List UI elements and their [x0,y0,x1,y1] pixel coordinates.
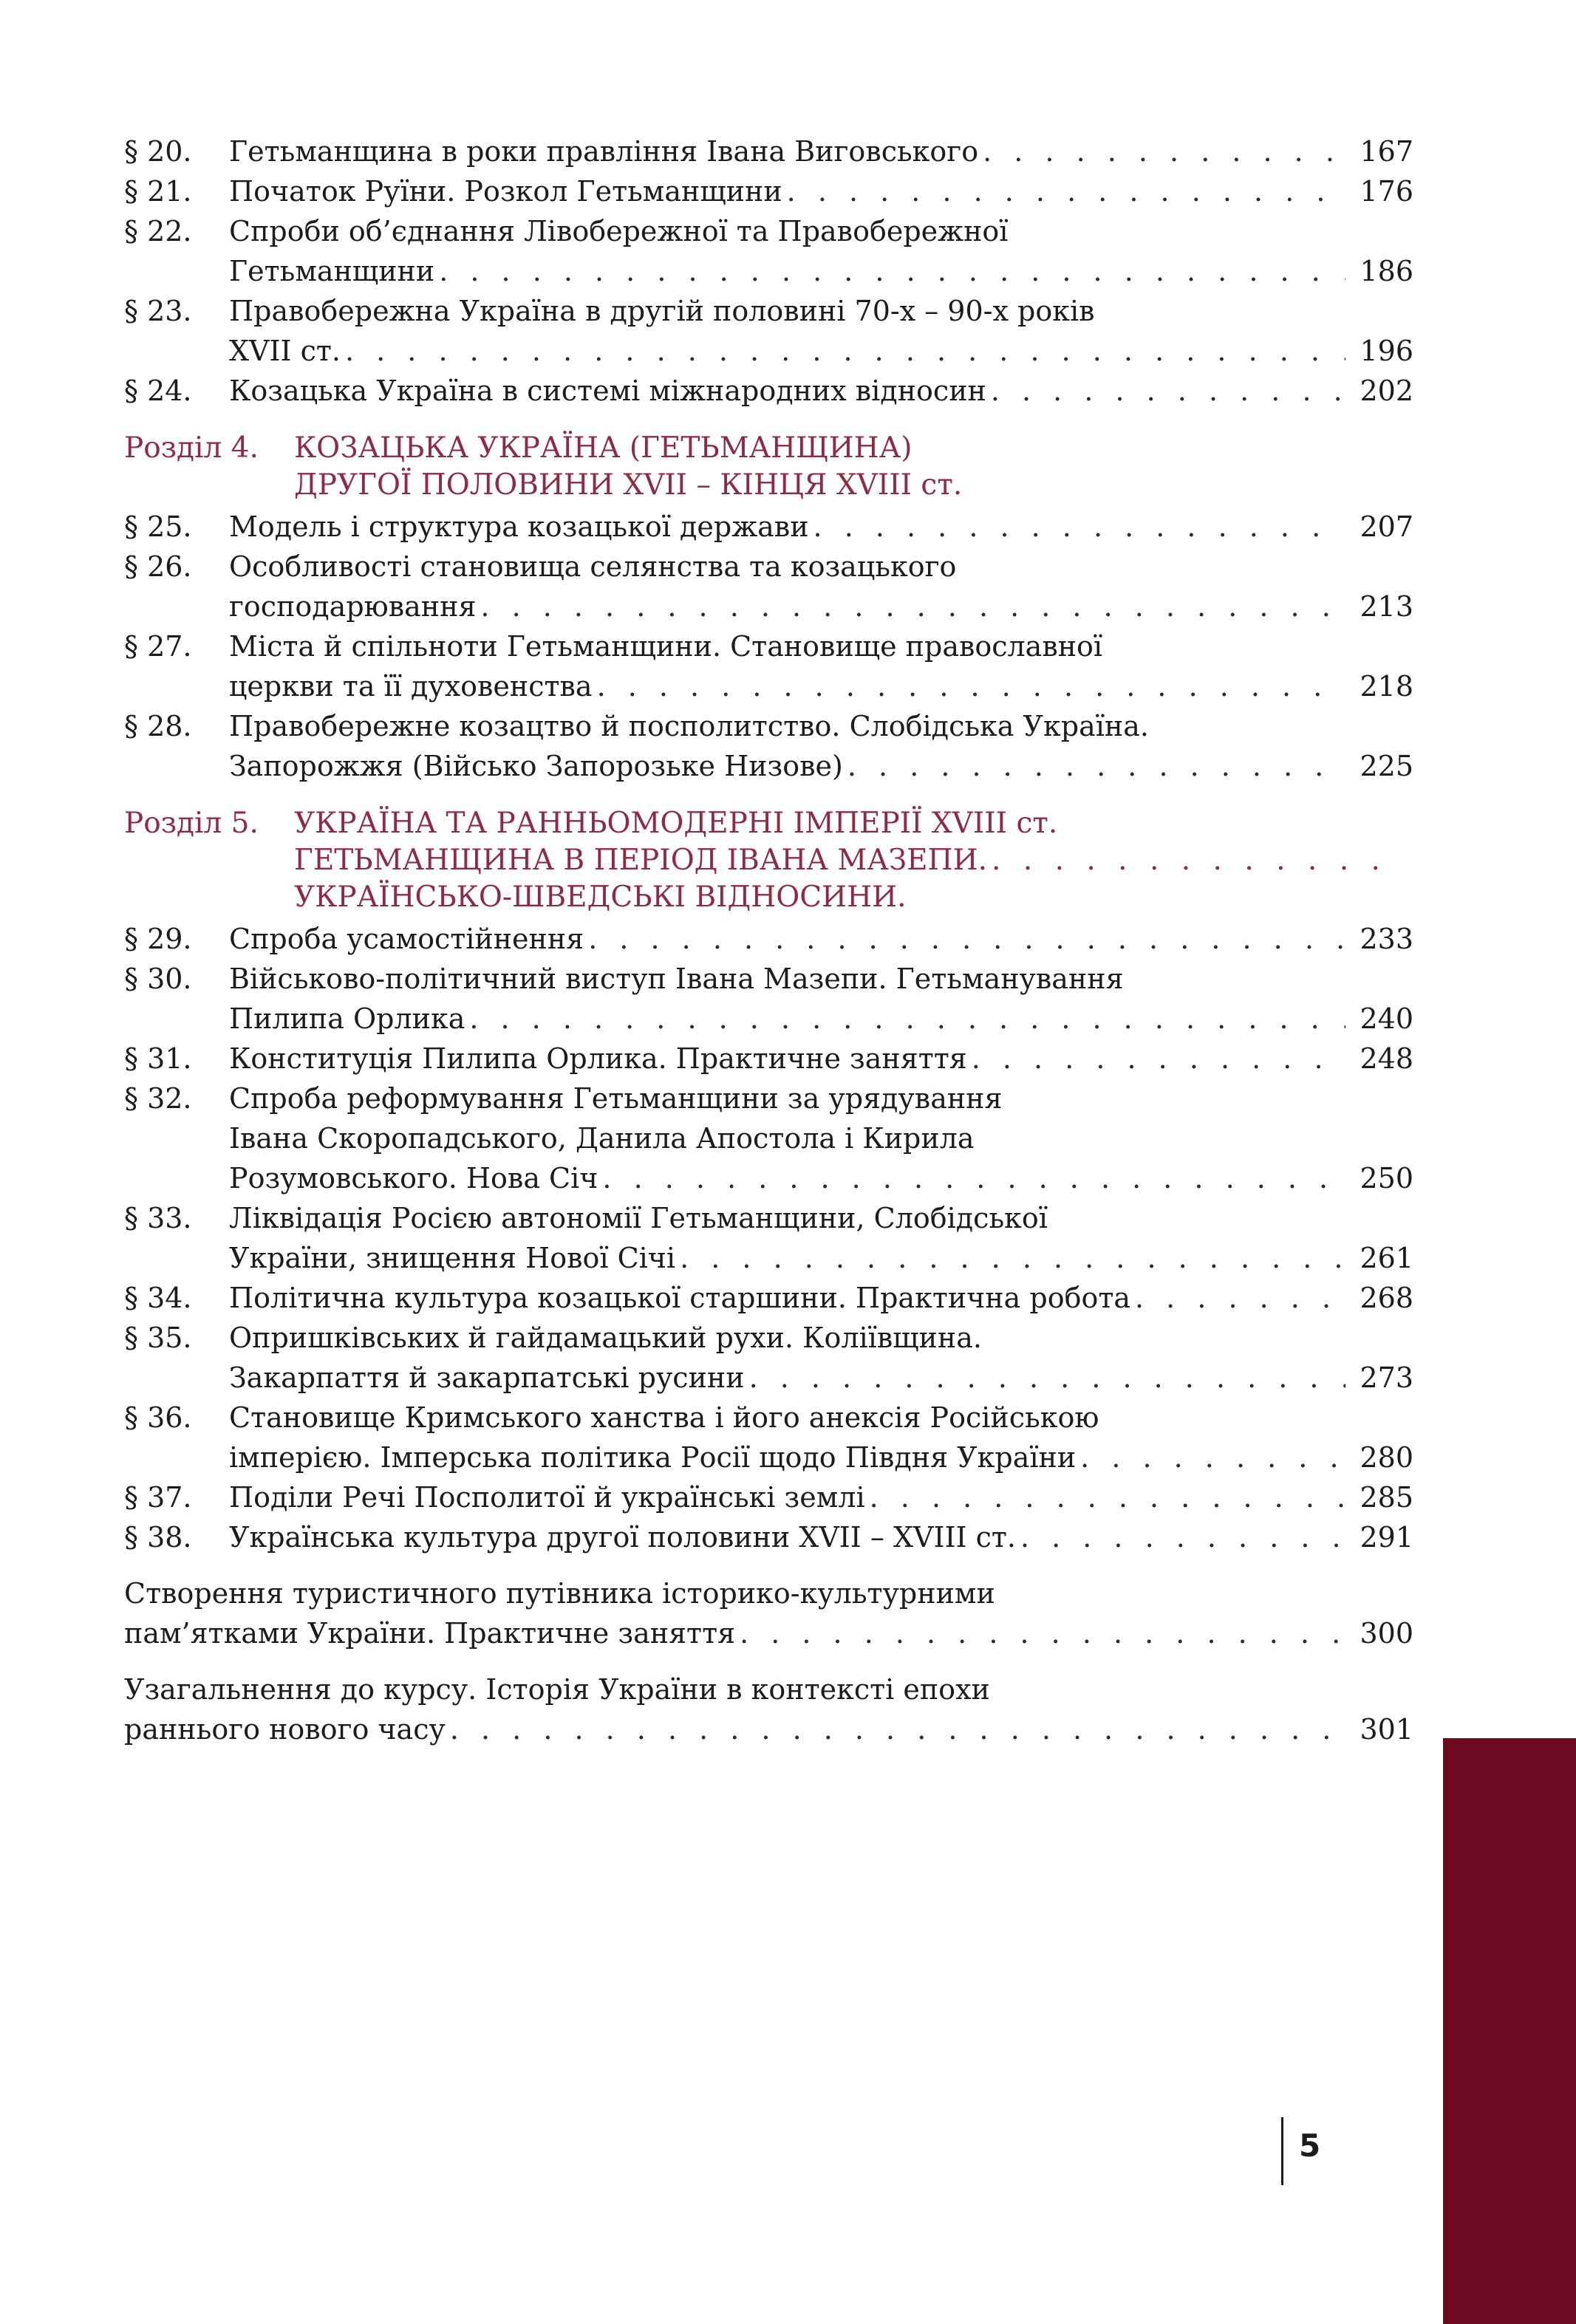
entry-title-line: Створення туристичного путівника історико-культурними [124,1577,995,1610]
leader-dots [588,919,1345,959]
entry-title-line: Спроби об’єднання Лівобережної та Правобережної [229,215,1009,247]
toc-entry [124,291,1413,371]
paragraph-number: § 31. [124,1042,192,1075]
section-4-title-line-1: КОЗАЦЬКА УКРАЇНА (ГЕТЬМАНЩИНА) [294,431,912,465]
paragraph-number: § 26. [124,550,192,583]
leader-dots [787,171,1345,211]
leader-dots [1020,1517,1345,1557]
section-5-title-line-3: УКРАЇНСЬКО-ШВЕДСЬКІ ВІДНОСИНИ. [294,881,907,914]
paragraph-number: § 35. [124,1322,192,1354]
leader-dots [469,999,1345,1039]
toc-entry [124,547,1413,626]
entry-title [229,1278,1413,1318]
paragraph-number: § 21. [124,175,192,208]
entry-title-line: Розумовського. Нова Січ [229,1162,598,1195]
entry-title-line: Закарпаття й закарпатські русини [229,1361,745,1394]
entry-title [124,1573,1413,1653]
leader-dots [972,1039,1345,1079]
page-ref: 301 [1360,1713,1413,1746]
page-ref: 248 [1360,1042,1413,1075]
paragraph-number: § 27. [124,630,192,663]
toc-entry [124,1573,1413,1653]
toc-entry [124,1398,1413,1477]
toc-entry [124,706,1413,786]
paragraph-number: § 25. [124,510,192,543]
entry-title-line: Початок Руїни. Розкол Гетьманщини [229,175,782,208]
leader-dots [992,842,1405,879]
entry-title-line: Пилипа Орлика [229,1002,465,1035]
page-ref: 186 [1360,255,1413,287]
section-4-heading [124,430,1413,504]
entry-title [229,371,1413,411]
entry-title [229,131,1413,171]
entry-title-line: Гетьманщина в роки правління Івана Виговського [229,135,979,168]
page-ref: 213 [1360,590,1413,623]
entry-title-line: раннього нового часу [124,1713,446,1746]
entry-title-line: Спроба реформування Гетьманщини за урядування [229,1082,1003,1115]
entry-title-line: Правобережне козацтво й посполитство. Слобідська Україна. [229,710,1149,742]
entry-title-line: Модель і структура козацької держави [229,510,809,543]
entry-title-line: церкви та її духовенства [229,670,593,703]
entry-title [124,1669,1413,1749]
toc-entry [124,507,1413,547]
entry-title [229,1477,1413,1517]
toc-entry [124,1278,1413,1318]
paragraph-number: § 33. [124,1202,192,1234]
paragraph-number: § 20. [124,135,192,168]
entry-title [229,1318,1413,1398]
entry-title-line: Ліквідація Росією автономії Гетьманщини, Слобідської [229,1202,1048,1234]
paragraph-number: § 32. [124,1082,192,1115]
entry-title [229,1517,1413,1557]
toc-entry [124,1517,1413,1557]
page-ref: 176 [1360,175,1413,208]
leader-dots [680,1238,1345,1278]
page-ref: 300 [1360,1617,1413,1650]
leader-dots [345,331,1345,371]
leader-dots [847,746,1345,786]
toc-block-a [124,131,1413,411]
entry-title [229,171,1413,211]
entry-title-line: Гетьманщини [229,255,435,287]
entry-title [229,959,1413,1039]
page-ref: 218 [1360,670,1413,703]
leader-dots [439,251,1345,291]
page-ref: 261 [1360,1242,1413,1274]
section-5-title-line-1: УКРАЇНА ТА РАННЬОМОДЕРНІ ІМПЕРІЇ XVIII ст. [294,807,1058,840]
toc-block-b [124,507,1413,786]
leader-dots [597,666,1345,706]
leader-dots [749,1358,1345,1398]
paragraph-number: § 37. [124,1481,192,1514]
toc-entry [124,1039,1413,1079]
entry-title [229,291,1413,371]
section-4-label: Розділ 4. [124,431,259,465]
entry-title-line: Івана Скоропадського, Данила Апостола і Кирила [229,1122,975,1155]
toc-block-c [124,919,1413,1557]
page-number-rule [1281,2117,1283,2185]
entry-title [229,1398,1413,1477]
paragraph-number: § 36. [124,1401,192,1434]
leader-dots [983,131,1345,171]
toc-entry [124,1318,1413,1398]
toc-entry [124,211,1413,291]
page-ref: 225 [1360,750,1413,782]
entry-title [229,547,1413,626]
entry-title [229,1039,1413,1079]
entry-title-line: Українська культура другої половини XVII – XVIII ст. [229,1521,1016,1554]
toc-entry [124,919,1413,959]
entry-title-line: Козацька Україна в системі міжнародних відносин [229,375,986,407]
toc-entry [124,371,1413,411]
toc-entry [124,131,1413,171]
toc-entry [124,959,1413,1039]
entry-title [229,1198,1413,1278]
entry-title-line: України, знищення Нової Січі [229,1242,676,1274]
paragraph-number: § 34. [124,1282,192,1314]
entry-title-line: господарювання [229,590,477,623]
entry-title-line: Спроба усамостійнення [229,923,584,955]
page-ref: 280 [1360,1441,1413,1474]
toc-entry [124,1198,1413,1278]
leader-dots [1080,1438,1345,1477]
paragraph-number: § 29. [124,923,192,955]
entry-title-line: Правобережна Україна в другій половині 70-х – 90-х років [229,295,1095,327]
entry-title-line: Військово-політичний виступ Івана Мазепи. Гетьманування [229,963,1124,995]
entry-title-line: Особливості становища селянства та козацького [229,550,957,583]
entry-title-line: Конституція Пилипа Орлика. Практичне заняття [229,1042,967,1075]
paragraph-number: § 24. [124,375,192,407]
entry-title-line: імперією. Імперська політика Росії щодо Півдня України [229,1441,1077,1474]
entry-title [229,507,1413,547]
leader-dots [740,1613,1345,1653]
entry-title-line: Поділи Речі Посполитої й українські землі [229,1481,865,1514]
toc-entry [124,1477,1413,1517]
leader-dots [870,1477,1345,1517]
page-ref: 196 [1360,335,1413,367]
entry-title-line: пам’ятками України. Практичне заняття [124,1617,736,1650]
paragraph-number: § 22. [124,215,192,247]
entry-title-line: Узагальнення до курсу. Історія України в контексті епохи [124,1673,990,1706]
entry-title-line: Міста й спільноти Гетьманщини. Становище православної [229,630,1103,663]
leader-dots [602,1158,1345,1198]
page-number: 5 [1299,2128,1321,2164]
leader-dots [813,507,1345,547]
entry-title-line: XVII ст. [229,335,341,367]
toc-block-tail [124,1573,1413,1749]
entry-title-line: Політична культура козацької старшини. Практична робота [229,1282,1131,1314]
leader-dots [450,1709,1345,1749]
toc-entry [124,171,1413,211]
side-color-tab [1443,1738,1576,2324]
entry-title [229,626,1413,706]
paragraph-number: § 23. [124,295,192,327]
entry-title [229,919,1413,959]
table-of-contents [124,131,1413,1749]
page-ref: 167 [1360,135,1413,168]
paragraph-number: § 28. [124,710,192,742]
section-4-title-line-2: ДРУГОЇ ПОЛОВИНИ XVII – КІНЦЯ XVIII ст. [294,468,963,502]
entry-title [229,706,1413,786]
leader-dots [480,587,1345,626]
entry-title-line: Становище Кримського ханства і його анексія Російською [229,1401,1099,1434]
page-ref: 268 [1360,1282,1413,1314]
page-ref: 273 [1360,1361,1413,1394]
page-ref: 233 [1360,923,1413,955]
leader-dots [1135,1278,1345,1318]
paragraph-number: § 30. [124,963,192,995]
entry-title-line: Опришківських й гайдамацький рухи. Коліївщина. [229,1322,982,1354]
page-ref: 202 [1360,375,1413,407]
section-5-heading [124,805,1413,916]
page-ref: 285 [1360,1481,1413,1514]
page-ref: 207 [1360,510,1413,543]
section-5-title-line-2: ГЕТЬМАНЩИНА В ПЕРІОД ІВАНА МАЗЕПИ. [294,844,987,877]
page-ref: 240 [1360,1002,1413,1035]
paragraph-number: § 38. [124,1521,192,1554]
section-5-label: Розділ 5. [124,807,259,840]
leader-dots [991,371,1345,411]
entry-title [229,211,1413,291]
toc-entry [124,1079,1413,1198]
entry-title-line: Запорожжя (Військо Запорозьке Низове) [229,750,843,782]
page-ref: 291 [1360,1521,1413,1554]
toc-entry [124,1669,1413,1749]
entry-title [229,1079,1413,1198]
toc-entry [124,626,1413,706]
page-ref: 250 [1360,1162,1413,1195]
